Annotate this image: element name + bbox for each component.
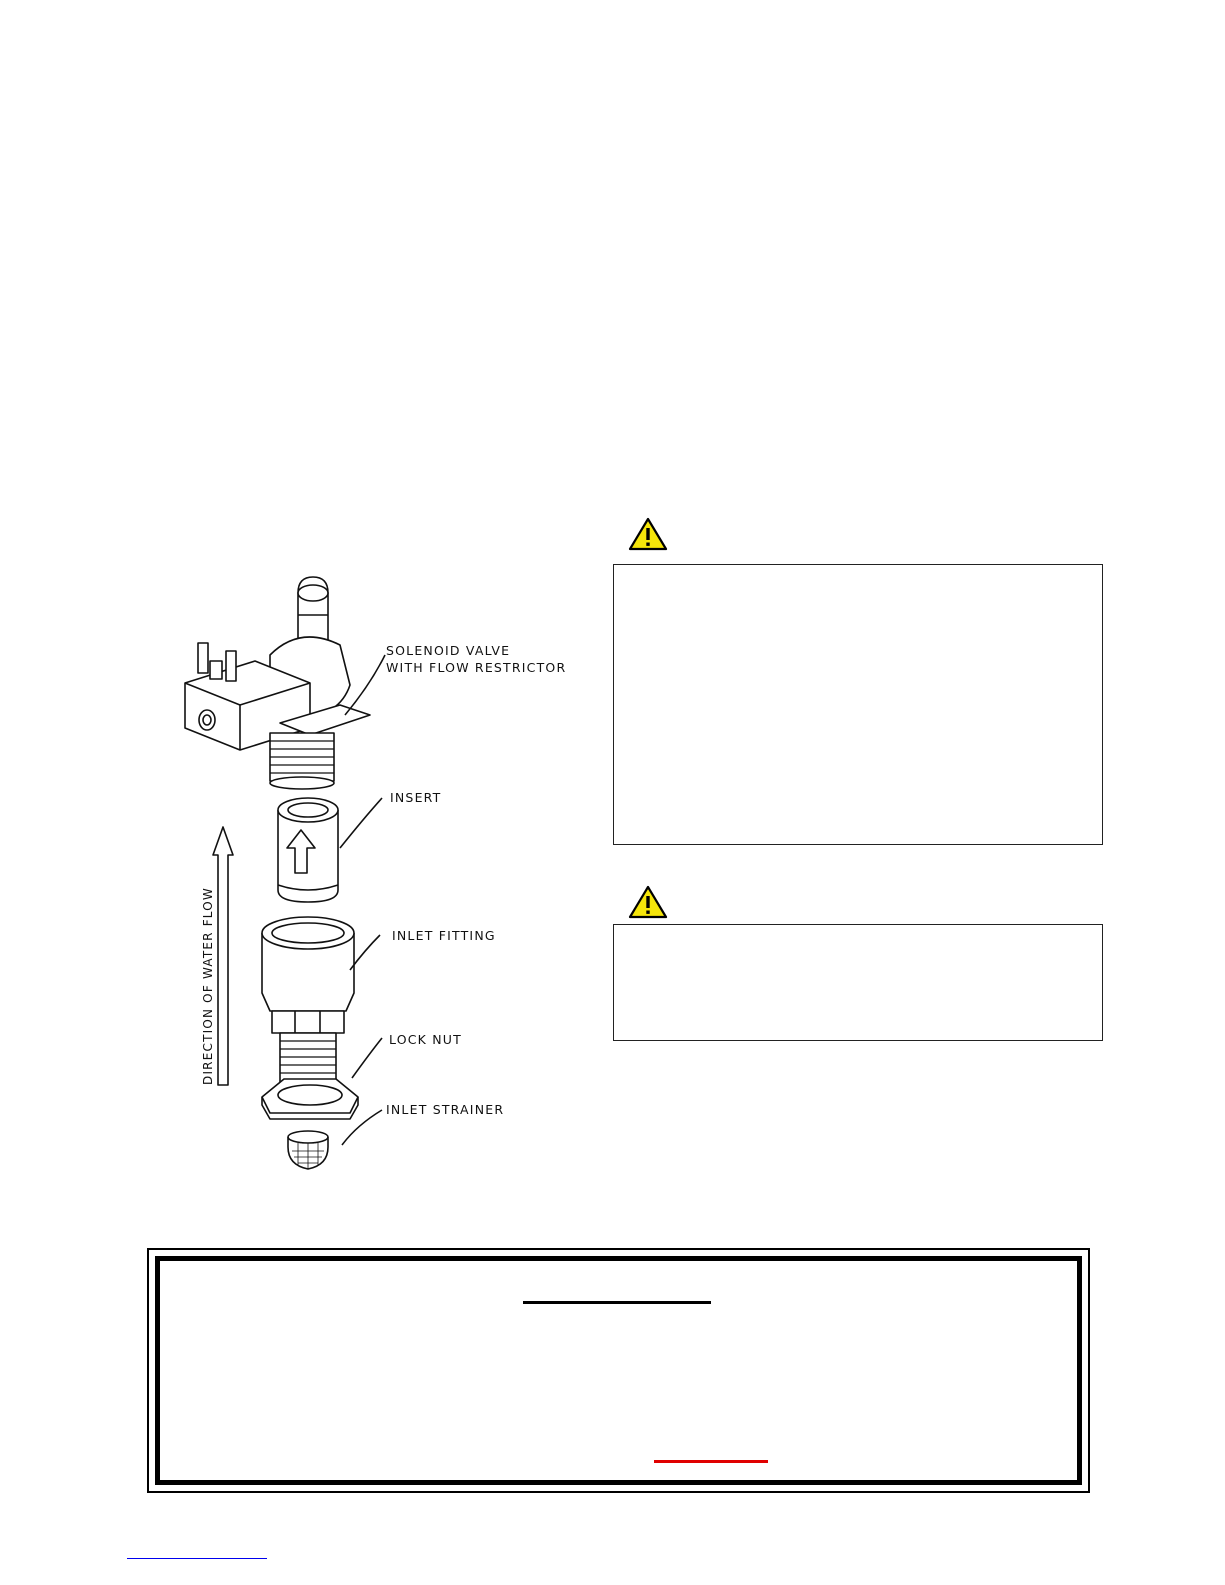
inlet-strainer-part [288, 1131, 328, 1169]
lock-nut-label: LOCK NUT [389, 1032, 462, 1047]
solenoid-valve-part [185, 577, 370, 789]
inlet-fitting-part [262, 917, 354, 1085]
solenoid-valve-exploded-diagram [160, 555, 590, 1195]
lock-nut-part [262, 1079, 358, 1119]
insert-label: INSERT [390, 790, 442, 805]
warning-triangle-icon [628, 517, 668, 551]
inlet-fitting-label: INLET FITTING [392, 928, 496, 943]
notice-panel [147, 1248, 1090, 1493]
notice-title-underline [523, 1301, 711, 1304]
notice-panel-inner-border [155, 1256, 1082, 1485]
caution-box-bottom [613, 924, 1103, 1041]
water-flow-arrow-icon [213, 827, 233, 1085]
caution-box-top [613, 564, 1103, 845]
insert-part [278, 798, 338, 902]
solenoid-valve-label: SOLENOID VALVE [386, 643, 511, 658]
inlet-strainer-label: INLET STRAINER [386, 1102, 505, 1117]
notice-red-underline [654, 1460, 768, 1463]
flow-direction-label: DIRECTION OF WATER FLOW [201, 887, 215, 1085]
footer-link-underline[interactable] [127, 1558, 267, 1559]
warning-triangle-icon [628, 885, 668, 919]
solenoid-valve-label-line2: WITH FLOW RESTRICTOR [386, 660, 567, 675]
